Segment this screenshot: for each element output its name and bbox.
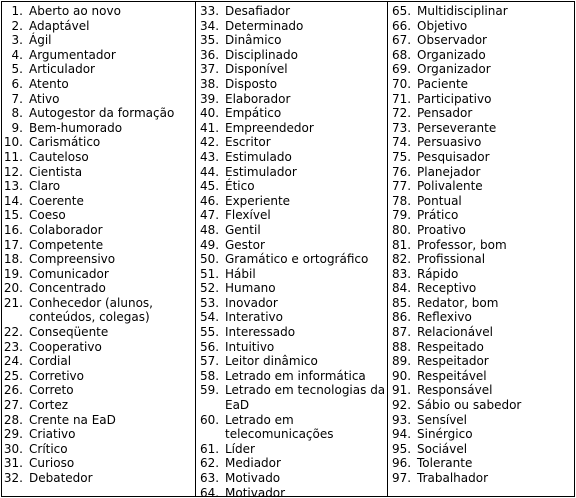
item-number: 78. <box>392 193 412 208</box>
list-item <box>2 208 195 223</box>
item-label: Receptivo <box>417 281 477 296</box>
list-item <box>196 296 387 311</box>
list-item <box>388 19 574 34</box>
list-item <box>196 92 387 107</box>
item-label: Polivalente <box>417 179 483 194</box>
item-number: 59. <box>200 383 220 398</box>
list-item <box>196 310 387 325</box>
item-label: Aberto ao novo <box>29 4 121 18</box>
list-item <box>2 325 195 340</box>
item-label: Líder <box>225 441 255 456</box>
item-number: 17. <box>3 237 23 252</box>
item-label: Interessado <box>225 325 296 340</box>
item-label: Compreensivo <box>29 252 116 267</box>
item-label: Sábio ou sabedor <box>417 398 522 413</box>
item-label: Criativo <box>29 427 76 442</box>
item-number: 7. <box>11 91 23 106</box>
item-number: 14. <box>3 193 23 208</box>
item-number: 72. <box>392 106 412 121</box>
list-item <box>388 150 574 165</box>
item-number: 50. <box>200 252 220 267</box>
item-label: Gentil <box>225 222 261 237</box>
item-number: 62. <box>200 456 220 471</box>
item-label: Sociável <box>417 441 468 456</box>
item-number: 53. <box>200 295 220 310</box>
item-number: 58. <box>200 368 220 383</box>
item-label: Relacionável <box>417 325 493 340</box>
list-item <box>388 92 574 107</box>
item-number: 94. <box>392 427 412 442</box>
list-item <box>196 33 387 48</box>
item-label: Letrado em telecomunicações <box>225 412 334 442</box>
item-number: 44. <box>200 164 220 179</box>
item-label: Crente na EaD <box>29 412 116 427</box>
item-number: 75. <box>392 149 412 164</box>
item-number: 3. <box>11 33 23 48</box>
list-item <box>196 354 387 369</box>
item-label: Intuitivo <box>225 339 275 354</box>
item-label: Pesquisador <box>417 149 490 164</box>
item-label: Prático <box>417 208 459 223</box>
item-label: Adaptável <box>29 18 90 33</box>
list-item <box>2 19 195 34</box>
item-label: Letrado em tecnologias da EaD <box>225 383 386 413</box>
column-1 <box>2 2 195 496</box>
item-number: 16. <box>3 222 23 237</box>
item-label: Coeso <box>29 208 66 223</box>
item-label: Gestor <box>225 237 265 252</box>
list-item <box>388 121 574 136</box>
item-number: 89. <box>392 354 412 369</box>
item-label: Flexível <box>225 208 271 223</box>
item-number: 43. <box>200 149 220 164</box>
list-item <box>196 369 387 384</box>
list-item <box>388 106 574 121</box>
item-label: Debatedor <box>29 471 93 485</box>
list-item <box>2 383 195 398</box>
list-item <box>2 413 195 428</box>
item-number: 80. <box>392 222 412 237</box>
list-item <box>196 267 387 282</box>
item-label: Conhecedor (alunos, conteúdos, colegas) <box>29 295 153 325</box>
list-item <box>388 383 574 398</box>
list-item <box>2 150 195 165</box>
item-number: 46. <box>200 193 220 208</box>
item-number: 73. <box>392 120 412 135</box>
item-number: 93. <box>392 412 412 427</box>
item-label: Competente <box>29 237 104 252</box>
item-label: Experiente <box>225 193 291 208</box>
list-item <box>196 223 387 238</box>
item-label: Pensador <box>417 106 473 121</box>
item-number: 97. <box>392 471 412 485</box>
item-number: 4. <box>11 47 23 62</box>
item-label: Coerente <box>29 193 84 208</box>
item-number: 64. <box>200 485 220 496</box>
item-label: Gramático e ortográfico <box>225 252 369 267</box>
column-2 <box>195 2 387 496</box>
item-number: 21. <box>3 295 23 310</box>
item-number: 41. <box>200 120 220 135</box>
item-label: Comunicador <box>29 266 109 281</box>
list-item <box>388 310 574 325</box>
item-number: 55. <box>200 325 220 340</box>
list-item <box>388 427 574 442</box>
item-number: 42. <box>200 135 220 150</box>
item-label: Interativo <box>225 310 284 325</box>
item-label: Crítico <box>29 441 68 456</box>
column-3 <box>387 2 574 496</box>
list-item <box>2 267 195 282</box>
item-label: Multidisciplinar <box>417 4 508 18</box>
item-number: 85. <box>392 295 412 310</box>
item-label: Professor, bom <box>417 237 507 252</box>
list-item <box>388 135 574 150</box>
item-number: 66. <box>392 18 412 33</box>
list-item <box>2 369 195 384</box>
item-number: 10. <box>3 135 23 150</box>
item-label: Empreendedor <box>225 120 314 135</box>
list-item <box>196 238 387 253</box>
item-number: 39. <box>200 91 220 106</box>
list-item <box>2 442 195 457</box>
item-number: 68. <box>392 47 412 62</box>
list-item <box>196 19 387 34</box>
item-number: 92. <box>392 398 412 413</box>
item-number: 38. <box>200 76 220 91</box>
list-item <box>388 471 574 486</box>
item-label: Respeitável <box>417 368 487 383</box>
item-number: 74. <box>392 135 412 150</box>
list-item <box>196 325 387 340</box>
list-item <box>388 398 574 413</box>
item-number: 70. <box>392 76 412 91</box>
item-label: Tolerante <box>417 456 473 471</box>
list-item <box>2 281 195 296</box>
list-item <box>388 442 574 457</box>
item-number: 67. <box>392 33 412 48</box>
item-label: Sensível <box>417 412 468 427</box>
item-label: Redator, bom <box>417 295 499 310</box>
item-number: 84. <box>392 281 412 296</box>
list-item <box>2 223 195 238</box>
list-item <box>196 135 387 150</box>
list-item <box>388 252 574 267</box>
list-item <box>196 77 387 92</box>
list-item <box>388 413 574 428</box>
list-item <box>388 281 574 296</box>
item-label: Desafiador <box>225 4 291 18</box>
item-number: 54. <box>200 310 220 325</box>
item-number: 32. <box>3 471 23 485</box>
list-item <box>2 296 195 325</box>
item-number: 15. <box>3 208 23 223</box>
item-number: 69. <box>392 62 412 77</box>
item-label: Concentrado <box>29 281 106 296</box>
item-label: Hábil <box>225 266 256 281</box>
item-number: 40. <box>200 106 220 121</box>
list-item <box>196 340 387 355</box>
item-label: Rápido <box>417 266 459 281</box>
item-label: Planejador <box>417 164 481 179</box>
list-item <box>388 223 574 238</box>
item-number: 29. <box>3 427 23 442</box>
item-number: 20. <box>3 281 23 296</box>
item-number: 63. <box>200 471 220 485</box>
list-item <box>196 383 387 412</box>
list-item <box>388 296 574 311</box>
item-label: Organizador <box>417 62 491 77</box>
item-label: Leitor dinâmico <box>225 354 318 369</box>
item-number: 95. <box>392 441 412 456</box>
item-number: 51. <box>200 266 220 281</box>
item-label: Escritor <box>225 135 271 150</box>
item-label: Argumentador <box>29 47 116 62</box>
list-item <box>2 48 195 63</box>
item-number: 47. <box>200 208 220 223</box>
list-item <box>2 398 195 413</box>
item-number: 34. <box>200 18 220 33</box>
item-label: Cordial <box>29 354 72 369</box>
item-number: 45. <box>200 179 220 194</box>
item-label: Inovador <box>225 295 278 310</box>
list-item <box>196 62 387 77</box>
list-item <box>196 456 387 471</box>
list-item <box>196 48 387 63</box>
list-item <box>388 165 574 180</box>
item-label: Estimulado <box>225 149 292 164</box>
item-label: Trabalhador <box>417 471 489 485</box>
item-number: 6. <box>11 76 23 91</box>
item-number: 9. <box>11 120 23 135</box>
list-item <box>2 62 195 77</box>
item-number: 18. <box>3 252 23 267</box>
item-label: Motivador <box>225 485 286 496</box>
item-label: Determinado <box>225 18 304 33</box>
list-item <box>2 471 195 486</box>
item-label: Ágil <box>29 33 52 48</box>
item-label: Bem-humorado <box>29 120 123 135</box>
item-number: 1. <box>11 4 23 18</box>
item-number: 36. <box>200 47 220 62</box>
list-item <box>388 354 574 369</box>
list-item <box>196 208 387 223</box>
item-number: 5. <box>11 62 23 77</box>
item-label: Respeitado <box>417 339 484 354</box>
list-item <box>2 4 195 19</box>
list-item <box>388 267 574 282</box>
list-item <box>388 325 574 340</box>
item-number: 52. <box>200 281 220 296</box>
item-label: Disposto <box>225 76 278 91</box>
list-item <box>388 62 574 77</box>
item-label: Conseqüente <box>29 325 109 340</box>
list-item <box>2 106 195 121</box>
list-item <box>196 471 387 486</box>
list-item <box>2 179 195 194</box>
list-item <box>2 252 195 267</box>
item-label: Responsável <box>417 383 493 398</box>
list-item <box>2 238 195 253</box>
list-item <box>388 77 574 92</box>
list-item <box>196 281 387 296</box>
item-number: 87. <box>392 325 412 340</box>
list-item <box>196 150 387 165</box>
item-label: Cientista <box>29 164 83 179</box>
item-label: Sinérgico <box>417 427 473 442</box>
list-item <box>388 194 574 209</box>
item-number: 31. <box>3 456 23 471</box>
item-number: 22. <box>3 325 23 340</box>
item-number: 11. <box>3 149 23 164</box>
item-number: 33. <box>200 4 220 18</box>
list-item <box>388 179 574 194</box>
item-label: Motivado <box>225 471 281 485</box>
item-label: Ético <box>225 179 255 194</box>
item-label: Curioso <box>29 456 75 471</box>
list-item <box>196 4 387 19</box>
list-item <box>2 165 195 180</box>
list-item <box>388 369 574 384</box>
item-label: Cooperativo <box>29 339 102 354</box>
item-label: Persuasivo <box>417 135 482 150</box>
list-item <box>388 48 574 63</box>
item-label: Pontual <box>417 193 462 208</box>
item-number: 81. <box>392 237 412 252</box>
item-label: Atento <box>29 76 69 91</box>
list-item <box>196 413 387 442</box>
item-label: Respeitador <box>417 354 489 369</box>
item-number: 23. <box>3 339 23 354</box>
item-label: Disciplinado <box>225 47 298 62</box>
item-number: 65. <box>392 4 412 18</box>
list-item <box>2 77 195 92</box>
list-item <box>2 354 195 369</box>
item-number: 27. <box>3 398 23 413</box>
item-label: Disponível <box>225 62 288 77</box>
item-number: 79. <box>392 208 412 223</box>
item-number: 71. <box>392 91 412 106</box>
item-number: 60. <box>200 412 220 427</box>
list-item <box>388 4 574 19</box>
item-label: Elaborador <box>225 91 291 106</box>
list-item <box>388 33 574 48</box>
list-item <box>2 456 195 471</box>
item-number: 13. <box>3 179 23 194</box>
list-item <box>388 208 574 223</box>
item-label: Empático <box>225 106 282 121</box>
item-number: 25. <box>3 368 23 383</box>
item-label: Claro <box>29 179 61 194</box>
list-item <box>196 486 387 496</box>
item-number: 35. <box>200 33 220 48</box>
item-label: Organizado <box>417 47 486 62</box>
list-item <box>2 92 195 107</box>
item-number: 57. <box>200 354 220 369</box>
list-item <box>2 194 195 209</box>
list-item <box>2 135 195 150</box>
item-number: 49. <box>200 237 220 252</box>
list-item <box>196 252 387 267</box>
item-label: Ativo <box>29 91 60 106</box>
attributes-table <box>1 1 575 497</box>
item-label: Articulador <box>29 62 95 77</box>
item-number: 86. <box>392 310 412 325</box>
item-label: Participativo <box>417 91 492 106</box>
list-item <box>2 427 195 442</box>
item-number: 24. <box>3 354 23 369</box>
list-item <box>2 121 195 136</box>
item-number: 61. <box>200 441 220 456</box>
item-label: Mediador <box>225 456 281 471</box>
item-label: Carismático <box>29 135 101 150</box>
item-label: Colaborador <box>29 222 103 237</box>
item-label: Paciente <box>417 76 469 91</box>
item-number: 88. <box>392 339 412 354</box>
list-item <box>196 179 387 194</box>
item-label: Reflexivo <box>417 310 472 325</box>
list-item <box>2 340 195 355</box>
item-number: 2. <box>11 18 23 33</box>
item-label: Profissional <box>417 252 486 267</box>
item-label: Observador <box>417 33 487 48</box>
item-label: Correto <box>29 383 74 398</box>
item-number: 19. <box>3 266 23 281</box>
item-label: Dinâmico <box>225 33 282 48</box>
item-number: 76. <box>392 164 412 179</box>
item-number: 26. <box>3 383 23 398</box>
item-label: Proativo <box>417 222 466 237</box>
item-number: 82. <box>392 252 412 267</box>
item-label: Objetivo <box>417 18 468 33</box>
item-number: 91. <box>392 383 412 398</box>
list-item <box>196 106 387 121</box>
list-item <box>388 456 574 471</box>
item-label: Corretivo <box>29 368 84 383</box>
item-label: Cauteloso <box>29 149 89 164</box>
item-number: 8. <box>11 106 23 121</box>
item-label: Perseverante <box>417 120 497 135</box>
item-number: 30. <box>3 441 23 456</box>
item-label: Autogestor da formação <box>29 106 175 121</box>
list-item <box>196 165 387 180</box>
item-label: Cortez <box>29 398 69 413</box>
item-number: 56. <box>200 339 220 354</box>
item-label: Humano <box>225 281 276 296</box>
item-label: Letrado em informática <box>225 368 366 383</box>
item-number: 90. <box>392 368 412 383</box>
list-item <box>388 340 574 355</box>
item-number: 96. <box>392 456 412 471</box>
list-item <box>388 238 574 253</box>
list-item <box>2 33 195 48</box>
list-item <box>196 194 387 209</box>
list-item <box>196 121 387 136</box>
item-label: Estimulador <box>225 164 297 179</box>
item-number: 77. <box>392 179 412 194</box>
list-item <box>196 442 387 457</box>
item-number: 48. <box>200 222 220 237</box>
item-number: 83. <box>392 266 412 281</box>
item-number: 37. <box>200 62 220 77</box>
item-number: 28. <box>3 412 23 427</box>
item-number: 12. <box>3 164 23 179</box>
